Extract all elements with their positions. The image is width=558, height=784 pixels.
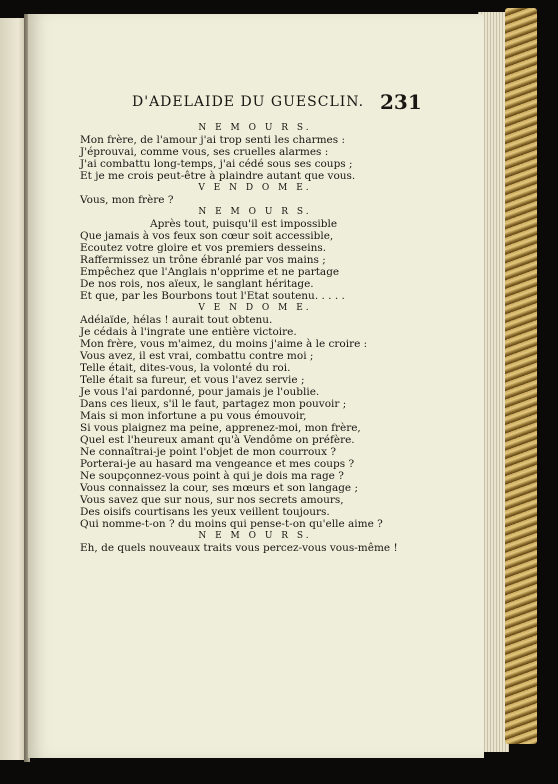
verse-line: Empêchez que l'Anglais n'opprime et ne partage <box>80 266 340 278</box>
verse-line: Vous avez, il est vrai, combattu contre moi ; <box>80 350 314 362</box>
verse-line: Quel est l'heureux amant qu'à Vendôme on préfère. <box>80 434 355 446</box>
verse-line: J'ai combattu long-temps, j'ai cédé sous ses coups ; <box>80 158 353 170</box>
page-number: 231 <box>380 90 422 114</box>
verse-line: Dans ces lieux, s'il le faut, partagez mon pouvoir ; <box>80 398 347 410</box>
verse-line: Vous connaissez la cour, ses mœurs et son langage ; <box>80 482 359 494</box>
verse-line: Et je me crois peut-être à plaindre autant que vous. <box>80 170 356 182</box>
verse-line: Ne connaîtrai-je point l'objet de mon courroux ? <box>80 446 336 458</box>
verse-line: Après tout, puisqu'il est impossible <box>150 218 338 230</box>
verse-line: J'éprouvai, comme vous, ses cruelles alarmes : <box>80 146 329 158</box>
verse-line: Je cédais à l'ingrate une entière victoire. <box>80 326 297 338</box>
verse-line: Qui nomme-t-on ? du moins qui pense-t-on qu'elle aime ? <box>80 518 383 530</box>
speaker-name: N E M O U R S. <box>198 207 312 217</box>
verse-line: Je vous l'ai pardonné, pour jamais je l'oublie. <box>80 386 320 398</box>
speaker-name: N E M O U R S. <box>198 531 312 541</box>
verse-line: Porterai-je au hasard ma vengeance et mes coups ? <box>80 458 355 470</box>
speaker-name: N E M O U R S. <box>198 123 312 133</box>
verse-line: Si vous plaignez ma peine, apprenez-moi, mon frère, <box>80 422 361 434</box>
verse-line: Que jamais à vos feux son cœur soit accessible, <box>80 230 334 242</box>
verse-line: Raffermissez un trône ébranlé par vos mains ; <box>80 254 326 266</box>
verse-line: Des oisifs courtisans les yeux veillent toujours. <box>80 506 330 518</box>
verse-line: Adélaïde, hélas ! aurait tout obtenu. <box>80 314 273 326</box>
verse-line: Mon frère, de l'amour j'ai trop senti les charmes : <box>80 134 346 146</box>
verse-line: Ne soupçonnez-vous point à qui je dois ma rage ? <box>80 470 344 482</box>
verse-line: Ecoutez votre gloire et vos premiers desseins. <box>80 242 327 254</box>
verse-line: Vous, mon frère ? <box>80 194 174 206</box>
verse-text <box>80 122 410 554</box>
verse-line: Vous savez que sur nous, sur nos secrets amours, <box>80 494 344 506</box>
facing-page-edge <box>0 18 27 760</box>
verse-line: Mais si mon infortune a pu vous émouvoir, <box>80 410 307 422</box>
speaker-name: V E N D O M E. <box>198 183 312 193</box>
verse-line: Et que, par les Bourbons tout l'Etat soutenu. . . . . <box>80 290 345 302</box>
verse-line: Telle était sa fureur, et vous l'avez servie ; <box>80 374 305 386</box>
verse-line: Eh, de quels nouveaux traits vous percez-vous vous-même ! <box>80 542 398 554</box>
book-page <box>28 14 484 758</box>
verse-line: De nos rois, nos aïeux, le sanglant héritage. <box>80 278 314 290</box>
book-cover-spine <box>505 8 537 744</box>
running-head: D'ADELAIDE DU GUESCLIN. <box>132 94 365 110</box>
speaker-name: V E N D O M E. <box>198 303 312 313</box>
verse-line: Mon frère, vous m'aimez, du moins j'aime à le croire : <box>80 338 368 350</box>
verse-line: Telle était, dites-vous, la volonté du roi. <box>80 362 291 374</box>
